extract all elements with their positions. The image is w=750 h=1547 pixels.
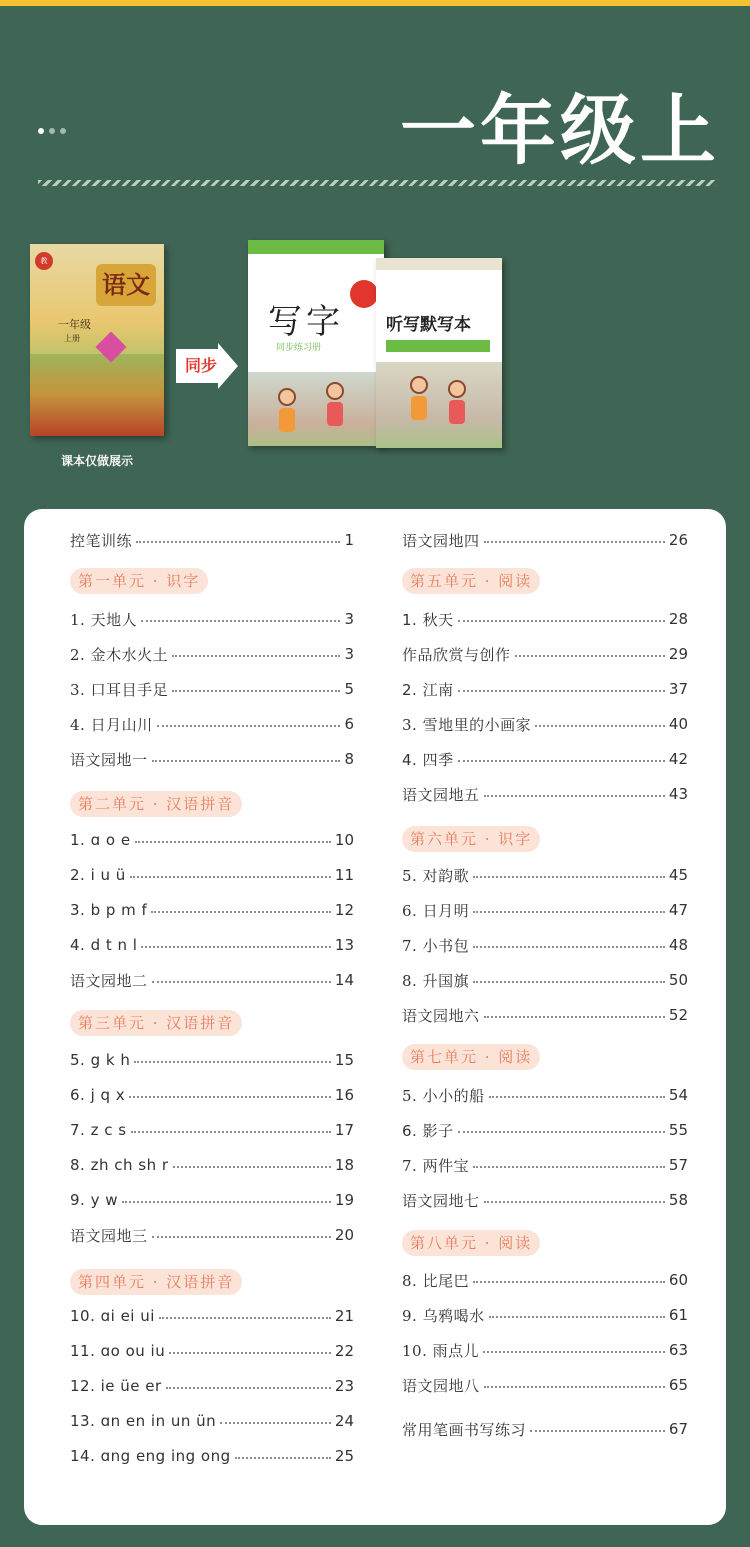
toc-entry-page: 5: [344, 680, 354, 698]
toc-entry-page: 29: [668, 645, 688, 663]
book-b-brand: 墨点字帖: [382, 260, 410, 268]
unit-heading: 第六单元 · 识字: [402, 826, 540, 852]
dictation-workbook-cover-image: [376, 258, 502, 448]
toc-entry-label: 11. ɑo ou iu: [70, 1342, 166, 1360]
toc-entry-page: 16: [334, 1086, 354, 1104]
toc-entry: [402, 677, 688, 701]
toc-entry-label: 10. ɑi ei ui: [70, 1307, 155, 1325]
toc-entry-label: 语文园地四: [402, 531, 480, 550]
toc-entry-page: 26: [668, 531, 688, 549]
dot-leader: [135, 841, 331, 843]
toc-entry-page: 67: [668, 1420, 688, 1438]
toc-entry-label: 语文园地七: [402, 1191, 480, 1210]
toc-entry: [402, 1188, 688, 1212]
dot-leader: [484, 1016, 665, 1018]
toc-entry-label: 3. b p m f: [70, 901, 148, 919]
toc-entry-label: 语文园地八: [402, 1376, 480, 1395]
toc-entry: [402, 1373, 688, 1397]
dot-leader: [151, 911, 331, 913]
unit-heading: 第二单元 · 汉语拼音: [70, 791, 242, 817]
dot-leader: [131, 1131, 331, 1133]
textbook-title: 语文: [96, 264, 156, 306]
toc-entry-label: 10. 雨点儿: [402, 1341, 480, 1360]
toc-entry: [402, 1118, 688, 1142]
toc-entry: [402, 1303, 688, 1327]
book-b-illustration: [376, 362, 502, 448]
toc-entry-page: 37: [668, 680, 688, 698]
toc-entry-page: 14: [334, 971, 354, 989]
toc-entry: [402, 1003, 688, 1027]
toc-entry-page: 50: [668, 971, 688, 989]
unit-heading: 第一单元 · 识字: [70, 568, 208, 594]
toc-entry: [70, 1118, 354, 1142]
toc-entry: [402, 528, 688, 552]
toc-entry-page: 6: [344, 715, 354, 733]
toc-entry-page: 18: [334, 1156, 354, 1174]
toc-entry-label: 8. 升国旗: [402, 971, 470, 990]
toc-entry: [70, 1048, 354, 1072]
dot-leader: [473, 876, 665, 878]
toc-entry: [70, 1444, 354, 1468]
toc-entry-page: 15: [334, 1051, 354, 1069]
toc-entry-label: 2. i u ü: [70, 866, 126, 884]
dot-leader: [159, 1317, 331, 1319]
toc-entry-page: 40: [668, 715, 688, 733]
toc-entry-page: 13: [334, 936, 354, 954]
toc-entry: [70, 677, 354, 701]
toc-entry-label: 8. 比尾巴: [402, 1271, 470, 1290]
toc-entry: [402, 863, 688, 887]
toc-entry-page: 63: [668, 1341, 688, 1359]
badge-icon: [350, 280, 378, 308]
toc-entry-label: 语文园地二: [70, 971, 148, 990]
toc-entry: [402, 1338, 688, 1362]
dot-leader: [473, 946, 665, 948]
decorative-stripe: [38, 180, 716, 186]
toc-entry-page: 57: [668, 1156, 688, 1174]
toc-entry-label: 5. 对韵歌: [402, 866, 470, 885]
dot-leader: [173, 1166, 331, 1168]
book-b-banner: [386, 340, 490, 352]
dot-leader: [484, 541, 665, 543]
toc-entry-page: 47: [668, 901, 688, 919]
toc-entry-page: 3: [344, 645, 354, 663]
page-title: 一年级上: [400, 86, 720, 175]
toc-entry-label: 7. 两件宝: [402, 1156, 470, 1175]
toc-entry-label: 14. ɑng eng ing ong: [70, 1447, 231, 1465]
toc-entry: [70, 1409, 354, 1433]
unit-heading: 第七单元 · 阅读: [402, 1044, 540, 1070]
toc-entry-page: 43: [668, 785, 688, 803]
toc-entry-label: 作品欣赏与创作: [402, 645, 511, 664]
toc-entry-page: 28: [668, 610, 688, 628]
toc-entry: [70, 898, 354, 922]
dot-leader: [535, 725, 665, 727]
toc-entry: [70, 1223, 354, 1247]
toc-entry-page: 54: [668, 1086, 688, 1104]
toc-entry-page: 12: [334, 901, 354, 919]
toc-entry: [402, 1268, 688, 1292]
dot-leader: [473, 981, 665, 983]
toc-entry: [70, 1374, 354, 1398]
toc-entry-label: 语文园地一: [70, 750, 148, 769]
toc-entry: [70, 607, 354, 631]
toc-entry-label: 5. g k h: [70, 1051, 131, 1069]
toc-entry: [70, 712, 354, 736]
dot-leader: [141, 946, 330, 948]
dot-leader: [157, 725, 341, 727]
dot-leader: [166, 1387, 331, 1389]
toc-entry-page: 22: [334, 1342, 354, 1360]
unit-heading: 第五单元 · 阅读: [402, 568, 540, 594]
toc-entry-page: 24: [334, 1412, 354, 1430]
toc-entry-label: 7. 小书包: [402, 936, 470, 955]
toc-entry-label: 3. 口耳目手足: [70, 680, 169, 699]
toc-entry: [402, 898, 688, 922]
unit-heading: 第四单元 · 汉语拼音: [70, 1269, 242, 1295]
textbook-grade: 一年级 上册: [58, 318, 91, 343]
dot-leader: [152, 1236, 331, 1238]
toc-entry-label: 2. 金木水火土: [70, 645, 169, 664]
toc-entry-label: 7. z c s: [70, 1121, 127, 1139]
publisher-logo-icon: 教: [35, 252, 53, 270]
dot-leader: [484, 1201, 665, 1203]
toc-entry-page: 60: [668, 1271, 688, 1289]
toc-entry: [402, 712, 688, 736]
toc-entry-page: 61: [668, 1306, 688, 1324]
toc-entry-label: 13. ɑn en in un ün: [70, 1412, 217, 1430]
textbook-cover-image: [30, 244, 164, 436]
toc-entry: [70, 642, 354, 666]
toc-entry-page: 23: [334, 1377, 354, 1395]
dot-leader: [130, 876, 331, 878]
toc-entry-label: 4. 日月山川: [70, 715, 153, 734]
dot-leader: [489, 1096, 665, 1098]
toc-entry: [70, 968, 354, 992]
toc-entry-page: 1: [344, 531, 354, 549]
toc-entry: [70, 747, 354, 771]
toc-entry-label: 1. 天地人: [70, 610, 138, 629]
toc-entry-label: 语文园地五: [402, 785, 480, 804]
dot-leader: [152, 760, 341, 762]
dot-leader: [220, 1422, 331, 1424]
toc-entry: [70, 1083, 354, 1107]
dot-leader: [172, 655, 340, 657]
toc-entry-label: 9. y w: [70, 1191, 118, 1209]
book-a-brand: 墨点字帖: [252, 243, 280, 251]
dot-leader: [473, 1281, 665, 1283]
toc-entry-page: 19: [334, 1191, 354, 1209]
book-a-illustration: [248, 372, 384, 446]
toc-entry: [402, 933, 688, 957]
textbook-caption: 课本仅做展示: [60, 454, 133, 468]
toc-entry: [402, 607, 688, 631]
toc-entry-page: 55: [668, 1121, 688, 1139]
toc-entry-label: 语文园地三: [70, 1226, 148, 1245]
dot-leader: [458, 760, 665, 762]
dot-leader: [134, 1061, 331, 1063]
toc-entry-label: 5. 小小的船: [402, 1086, 485, 1105]
top-accent-bar: [0, 0, 750, 6]
toc-entry-page: 52: [668, 1006, 688, 1024]
toc-entry: [402, 1083, 688, 1107]
toc-entry-page: 20: [334, 1226, 354, 1244]
toc-entry-page: 11: [334, 866, 354, 884]
toc-entry: [402, 642, 688, 666]
toc-entry: [402, 1153, 688, 1177]
toc-entry-label: 8. zh ch sh r: [70, 1156, 169, 1174]
toc-entry: [70, 828, 354, 852]
toc-entry-page: 25: [334, 1447, 354, 1465]
dot-leader: [473, 1166, 665, 1168]
toc-entry-label: 4. d t n l: [70, 936, 138, 954]
toc-entry-label: 控笔训练: [70, 531, 133, 550]
toc-entry-label: 12. ie üe er: [70, 1377, 162, 1395]
dot-leader: [530, 1430, 665, 1432]
toc-entry-page: 45: [668, 866, 688, 884]
toc-entry-label: 3. 雪地里的小画家: [402, 715, 532, 734]
dot-leader: [484, 1386, 665, 1388]
toc-entry-page: 48: [668, 936, 688, 954]
toc-entry-label: 9. 乌鸦喝水: [402, 1306, 485, 1325]
toc-entry-page: 42: [668, 750, 688, 768]
toc-entry-page: 17: [334, 1121, 354, 1139]
unit-heading: 第三单元 · 汉语拼音: [70, 1010, 242, 1036]
table-of-contents: [24, 509, 726, 1525]
sync-arrow: [176, 343, 238, 389]
toc-entry-label: 6. j q x: [70, 1086, 126, 1104]
toc-entry: [402, 1417, 688, 1441]
toc-entry: [402, 968, 688, 992]
dot-leader: [483, 1351, 665, 1353]
dot-leader: [172, 690, 340, 692]
toc-entry-page: 8: [344, 750, 354, 768]
toc-entry: [70, 1339, 354, 1363]
unit-heading: 第八单元 · 阅读: [402, 1230, 540, 1256]
dot-leader: [169, 1352, 331, 1354]
dot-leader: [473, 911, 665, 913]
toc-entry-page: 58: [668, 1191, 688, 1209]
sync-label: 同步: [184, 356, 217, 375]
dot-leader: [141, 620, 340, 622]
toc-entry-label: 2. 江南: [402, 680, 454, 699]
toc-entry: [70, 1153, 354, 1177]
dot-leader: [458, 620, 665, 622]
dot-leader: [136, 541, 340, 543]
toc-entry-label: 1. 秋天: [402, 610, 454, 629]
book-a-title: 写字: [268, 302, 344, 342]
dot-leader: [515, 655, 665, 657]
book-a-subtitle: 同步练习册: [276, 343, 322, 353]
toc-entry-label: 常用笔画书写练习: [402, 1420, 527, 1439]
dot-leader: [129, 1096, 331, 1098]
decorative-dots: [38, 128, 66, 134]
toc-entry-page: 21: [334, 1307, 354, 1325]
toc-entry-label: 6. 日月明: [402, 901, 470, 920]
dot-leader: [235, 1457, 331, 1459]
toc-entry-label: 1. ɑ o e: [70, 831, 131, 849]
toc-entry: [70, 1188, 354, 1212]
toc-entry: [70, 1304, 354, 1328]
toc-entry-page: 3: [344, 610, 354, 628]
dot-leader: [489, 1316, 665, 1318]
toc-entry: [70, 528, 354, 552]
writing-workbook-cover-image: [248, 240, 384, 446]
toc-entry: [70, 933, 354, 957]
toc-entry-label: 6. 影子: [402, 1121, 454, 1140]
dot-leader: [484, 795, 665, 797]
toc-entry-page: 65: [668, 1376, 688, 1394]
dot-leader: [152, 981, 331, 983]
book-b-title: 听写默写本: [386, 315, 471, 335]
dot-leader: [458, 1131, 665, 1133]
toc-entry: [402, 782, 688, 806]
toc-entry: [402, 747, 688, 771]
textbook-illustration: [30, 354, 164, 436]
toc-entry: [70, 863, 354, 887]
toc-entry-page: 10: [334, 831, 354, 849]
dot-leader: [122, 1201, 331, 1203]
dot-leader: [458, 690, 665, 692]
toc-entry-label: 语文园地六: [402, 1006, 480, 1025]
toc-entry-label: 4. 四季: [402, 750, 454, 769]
